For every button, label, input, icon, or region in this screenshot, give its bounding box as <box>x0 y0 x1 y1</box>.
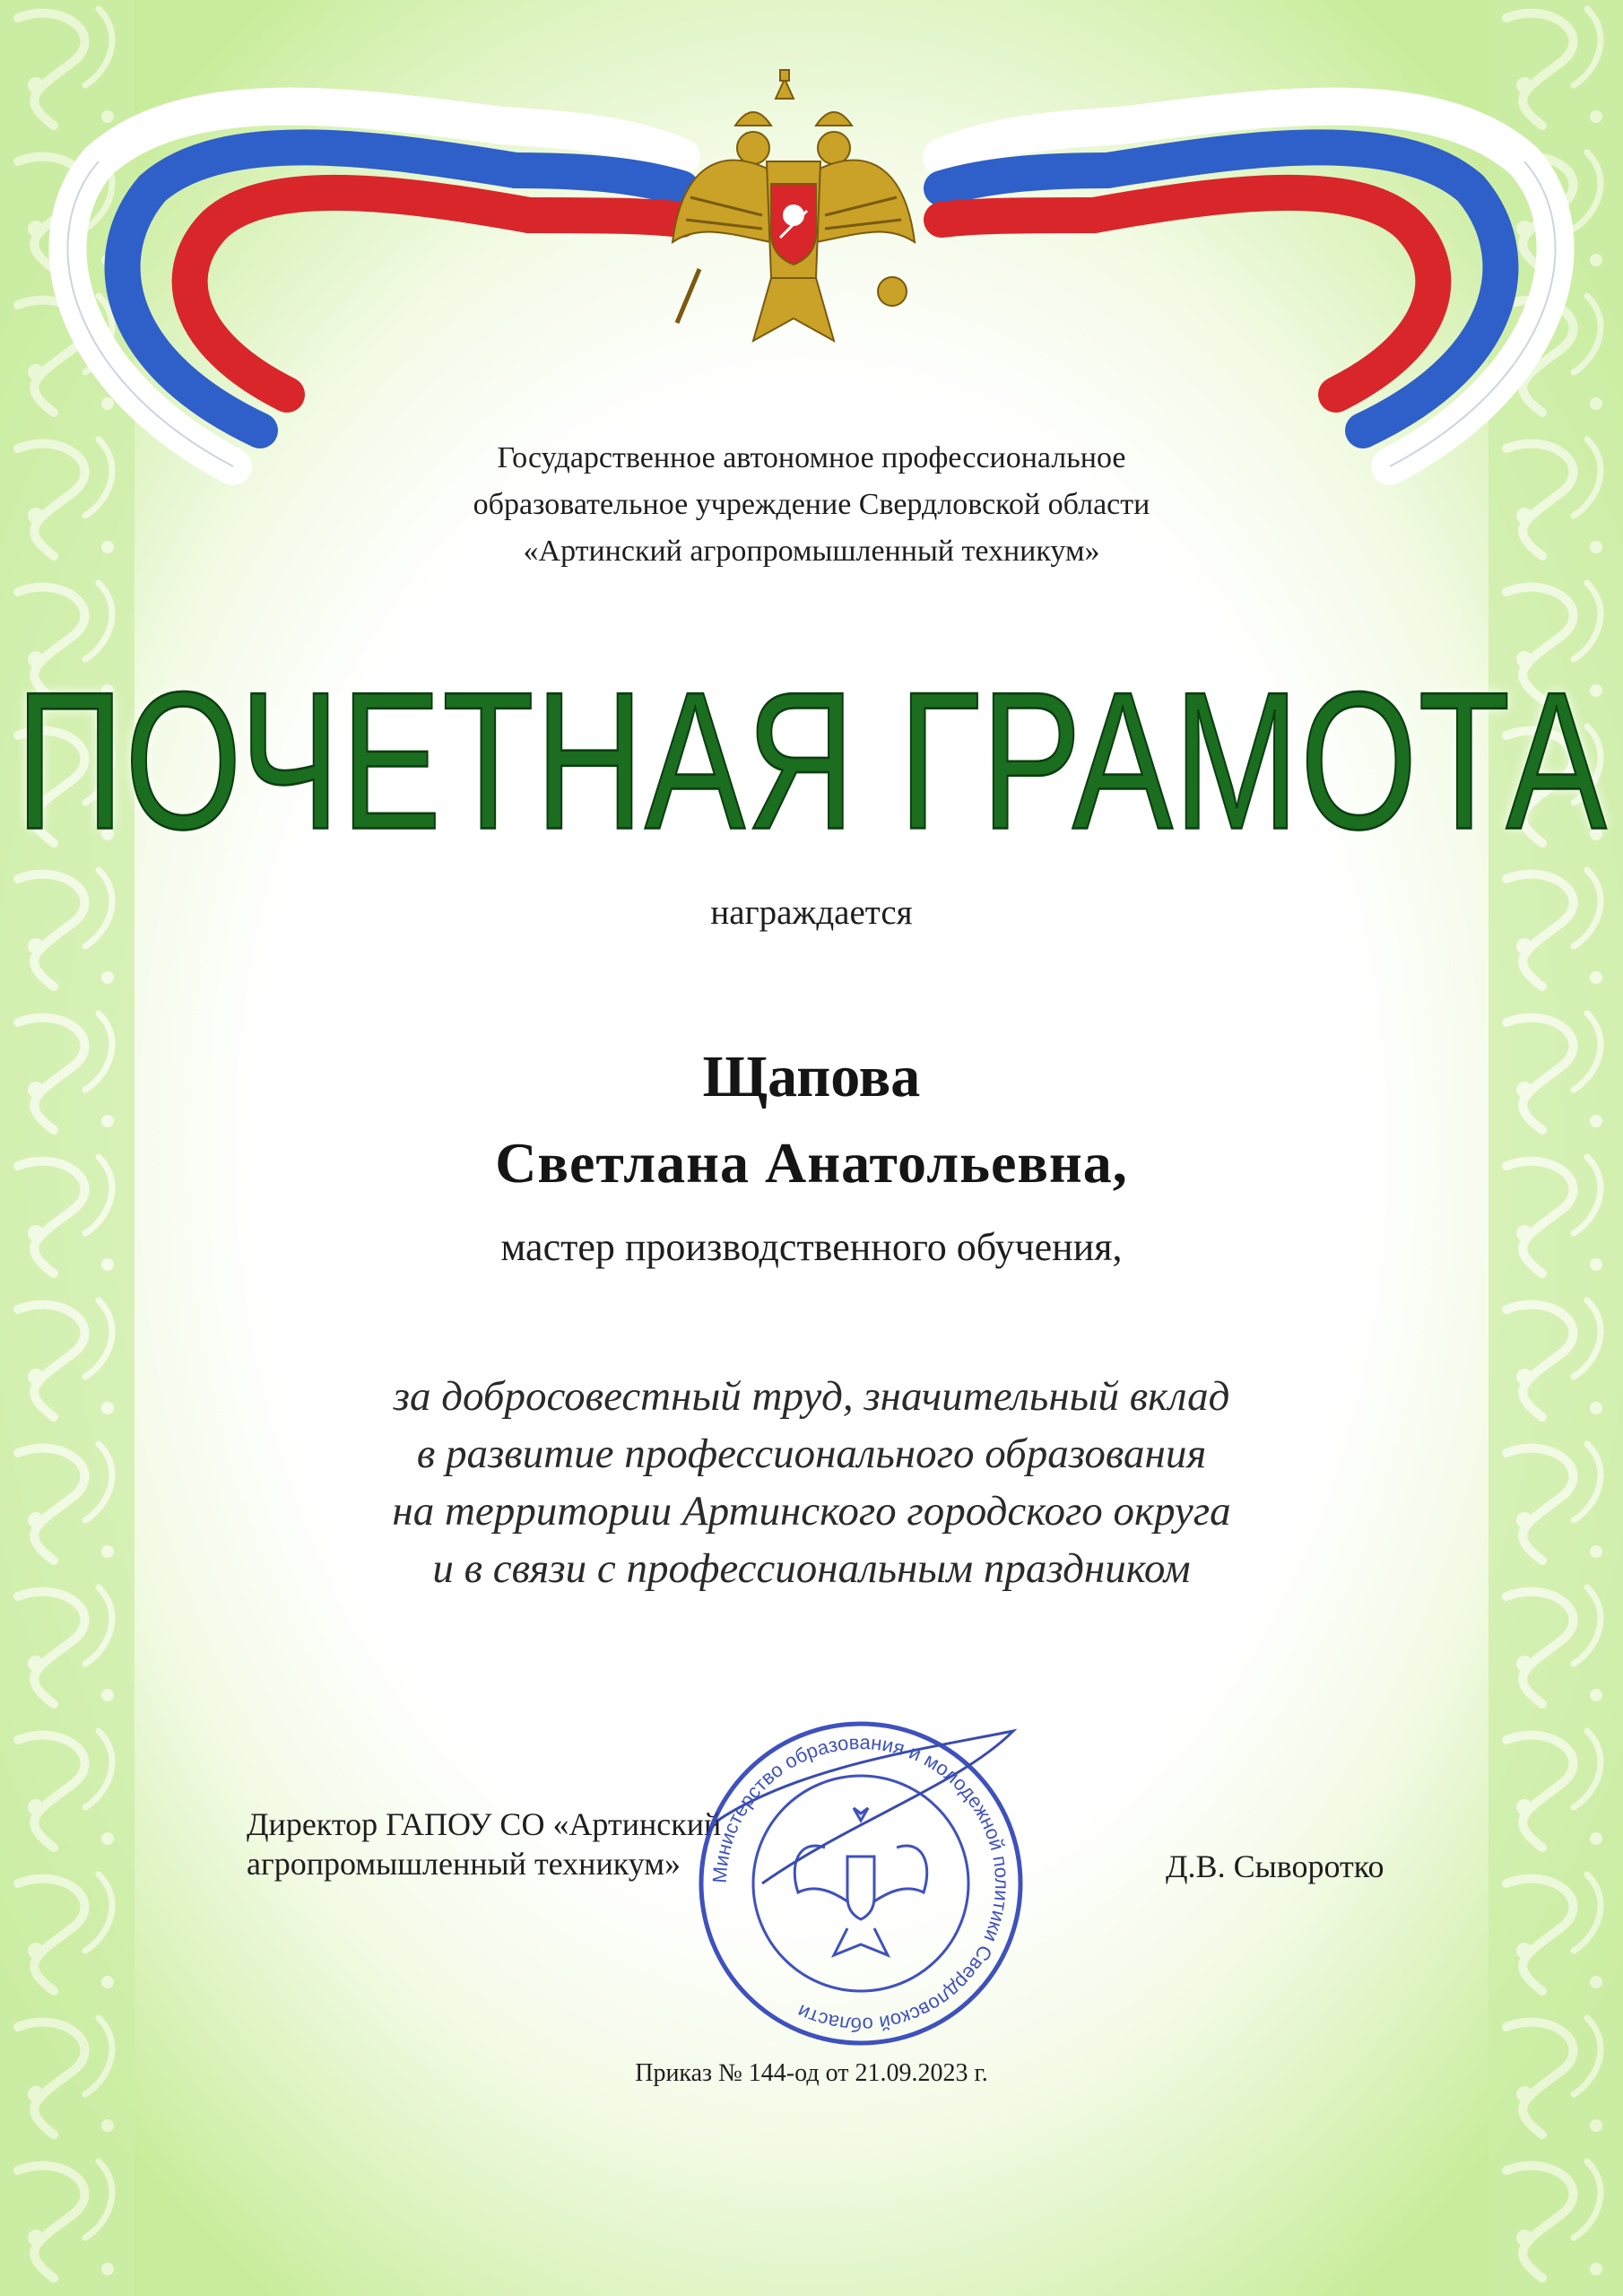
recipient-surname: Щапова <box>702 1044 921 1109</box>
official-stamp <box>690 1713 1031 2054</box>
recipient-position: мастер производственного обучения, <box>500 1225 1123 1269</box>
organization-line-3: «Артинский агропромышленный техникум» <box>523 535 1100 568</box>
recipient-name: Светлана Анатольевна, <box>495 1131 1128 1195</box>
organization-name <box>0 435 1623 575</box>
organization-line-2: образовательное учреждение Свердловской области <box>473 488 1150 521</box>
award-reason-line-3: на территории Артинского городского округа <box>392 1488 1231 1535</box>
order-reference: Приказ № 144-од от 21.09.2023 г. <box>635 2059 988 2087</box>
awarded-label: награждается <box>710 893 913 932</box>
award-reason-line-1: за добросовестный труд, значительный вклад <box>393 1373 1230 1420</box>
coat-of-arms-icon <box>664 63 924 359</box>
director-title-line-2: агропромышленный техникум» <box>247 1846 681 1882</box>
stamp-text: Министерство образования и молодежной политики Свердловской области <box>707 1730 1014 2037</box>
director-title-line-1: Директор ГАПОУ СО «Артинский <box>247 1806 722 1842</box>
organization-line-1: Государственное автономное профессиональное <box>497 441 1126 474</box>
award-reason <box>0 1368 1623 1597</box>
certificate-title: ПОЧЕТНАЯ ГРАМОТА <box>15 650 1608 871</box>
director-title <box>247 1805 721 1883</box>
director-name: Д.В. Сыворотко <box>1166 1848 1384 1884</box>
award-reason-line-2: в развитие профессионального образования <box>416 1431 1207 1477</box>
award-reason-line-4: и в связи с профессиональным праздником <box>432 1545 1191 1592</box>
